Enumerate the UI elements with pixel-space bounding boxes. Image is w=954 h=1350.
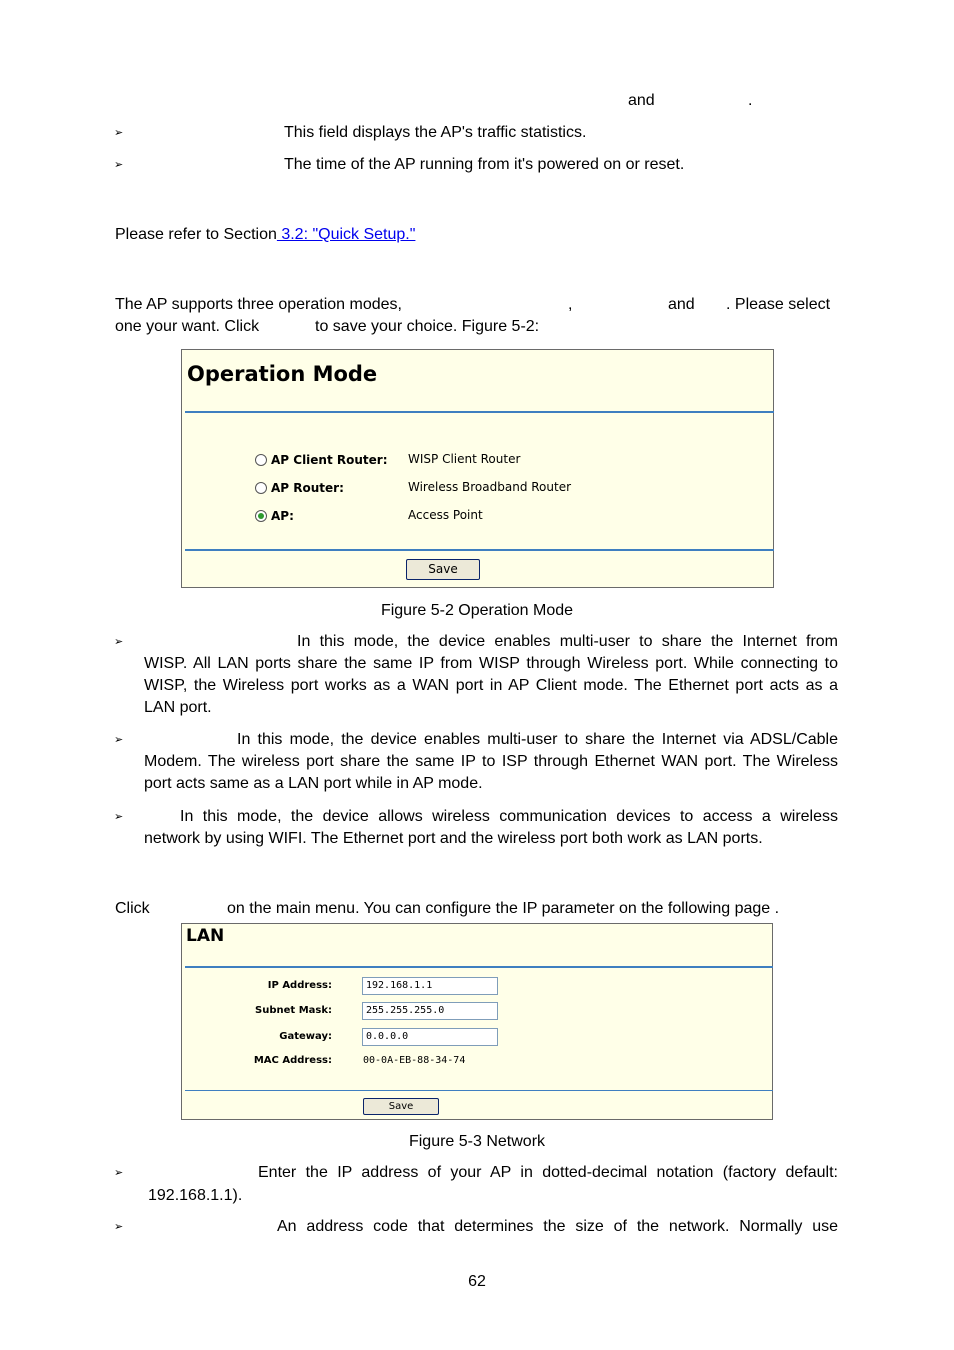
bullet-arrow-icon: ➢ bbox=[114, 1167, 124, 1179]
subnet-mask-label: Subnet Mask: bbox=[255, 1005, 332, 1016]
save-button[interactable]: Save bbox=[406, 559, 480, 580]
divider bbox=[185, 549, 774, 551]
operation-mode-panel bbox=[181, 349, 774, 588]
bullet-arrow-icon: ➢ bbox=[114, 636, 124, 648]
operation-intro-and: and bbox=[668, 296, 695, 313]
radio-ap[interactable] bbox=[255, 510, 267, 522]
operation-intro-select: . Please select bbox=[726, 296, 831, 313]
mode-ap-line2: network by using WIFI. The Ethernet port and the wireless port both work as LAN ports. bbox=[144, 830, 763, 847]
and-fragment: and bbox=[628, 92, 655, 109]
mask-field-description-line1: An address code that determines the size of the network. Normally use bbox=[277, 1218, 838, 1235]
mode-ap-line1: In this mode, the device allows wireless communication devices to access a wireless bbox=[180, 808, 838, 825]
mac-address-value: 00-0A-EB-88-34-74 bbox=[363, 1055, 466, 1066]
subnet-mask-input[interactable]: 255.255.255.0 bbox=[362, 1002, 498, 1020]
option-label-ap-router: AP Router: bbox=[271, 481, 344, 495]
panel-title: LAN bbox=[186, 926, 225, 946]
divider bbox=[185, 411, 774, 413]
quick-setup-prefix: Please refer to Section bbox=[115, 226, 277, 243]
divider bbox=[185, 1090, 773, 1091]
quick-setup-link[interactable]: 3.2: "Quick Setup." bbox=[276, 226, 416, 243]
mode-router-line2: Modem. The wireless port share the same IP to ISP through Ethernet WAN port. The Wireless bbox=[144, 753, 838, 770]
mac-address-label: MAC Address: bbox=[253, 1055, 332, 1066]
option-desc-ap-router: Wireless Broadband Router bbox=[408, 480, 572, 494]
option-desc-ap-client-router: WISP Client Router bbox=[408, 452, 521, 466]
ip-address-label: IP Address: bbox=[267, 980, 332, 991]
gateway-label: Gateway: bbox=[279, 1031, 332, 1042]
network-intro-click: Click bbox=[115, 900, 150, 917]
gateway-input[interactable]: 0.0.0.0 bbox=[362, 1028, 498, 1046]
radio-ap-client-router[interactable] bbox=[255, 454, 267, 466]
divider bbox=[185, 966, 773, 968]
bullet-arrow-icon: ➢ bbox=[114, 811, 124, 823]
operation-intro-comma: , bbox=[568, 296, 573, 313]
bullet-arrow-icon: ➢ bbox=[114, 159, 124, 171]
bullet-arrow-icon: ➢ bbox=[114, 127, 124, 139]
lan-panel bbox=[181, 923, 773, 1120]
mode-client-line3: WISP, the Wireless port works as a WAN port in AP Client mode. The Ethernet port acts as a bbox=[144, 677, 838, 694]
save-button[interactable]: Save bbox=[363, 1098, 439, 1115]
page-number: 62 bbox=[468, 1273, 486, 1290]
option-label-ap-client-router: AP Client Router: bbox=[271, 453, 388, 467]
period-fragment: . bbox=[748, 92, 753, 109]
mode-router-line1: In this mode, the device enables multi-user to share the Internet via ADSL/Cable bbox=[237, 731, 838, 748]
figure-caption: Figure 5-2 Operation Mode bbox=[380, 602, 574, 619]
panel-title: Operation Mode bbox=[187, 362, 378, 386]
mode-client-line2: WISP. All LAN ports share the same IP from WISP through Wireless port. While connecting to bbox=[144, 655, 838, 672]
operation-intro-line2-a: one your want. Click bbox=[115, 318, 260, 335]
network-intro-text: on the main menu. You can configure the IP parameter on the following page . bbox=[227, 900, 780, 917]
radio-selected-dot bbox=[258, 513, 264, 519]
time-description: The time of the AP running from it's powered on or reset. bbox=[284, 156, 685, 173]
ip-field-description-line2: 192.168.1.1). bbox=[148, 1187, 243, 1204]
mode-client-line1: In this mode, the device enables multi-user to share the Internet from bbox=[297, 633, 838, 650]
figure-caption: Figure 5-3 Network bbox=[408, 1133, 546, 1150]
option-desc-ap: Access Point bbox=[408, 508, 483, 522]
traffic-description: This field displays the AP's traffic statistics. bbox=[284, 124, 587, 141]
operation-intro-line2-b: to save your choice. Figure 5-2: bbox=[315, 318, 540, 335]
ip-address-input[interactable]: 192.168.1.1 bbox=[362, 977, 498, 995]
radio-ap-router[interactable] bbox=[255, 482, 267, 494]
mode-client-line4: LAN port. bbox=[144, 699, 212, 716]
ip-field-description-line1: Enter the IP address of your AP in dotted-decimal notation (factory default: bbox=[258, 1164, 838, 1181]
option-label-ap: AP: bbox=[271, 509, 294, 523]
mode-router-line3: port acts same as a LAN port while in AP mode. bbox=[144, 775, 483, 792]
quick-setup-reference bbox=[115, 224, 415, 246]
bullet-arrow-icon: ➢ bbox=[114, 734, 124, 746]
operation-intro-text: The AP supports three operation modes, bbox=[115, 296, 402, 313]
bullet-arrow-icon: ➢ bbox=[114, 1221, 124, 1233]
